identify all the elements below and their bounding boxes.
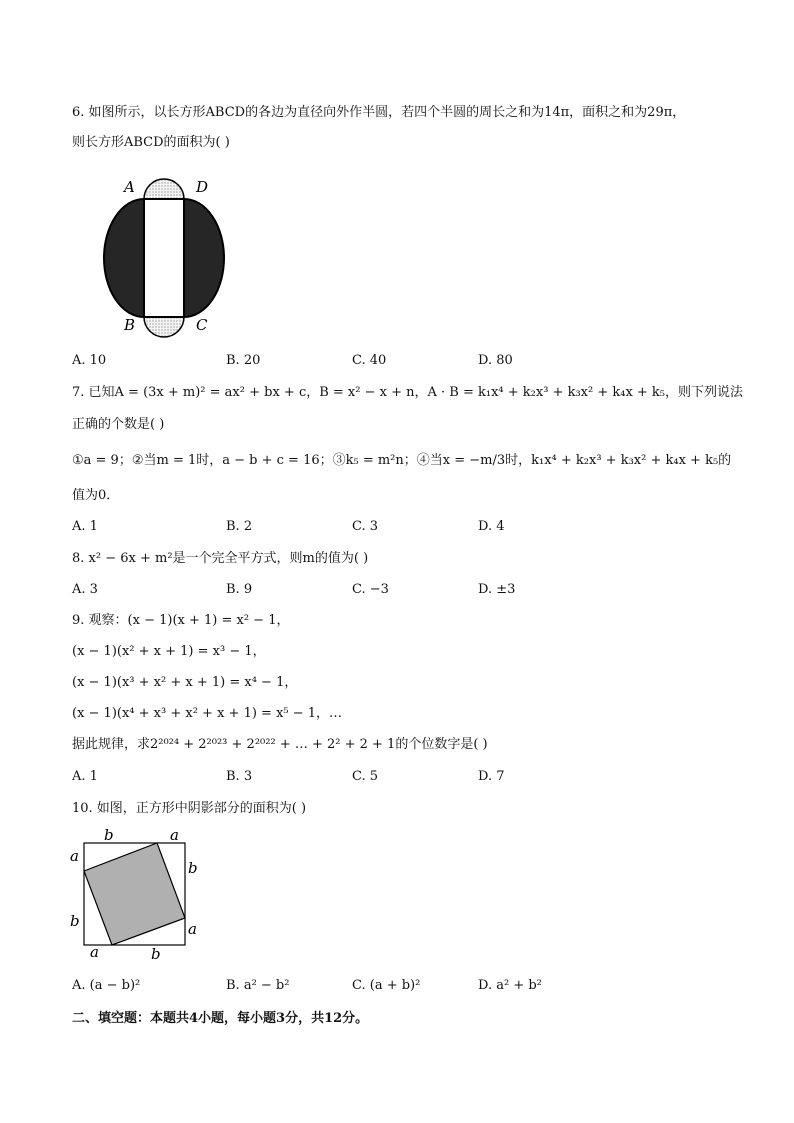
rectangle-abcd (144, 199, 184, 317)
label-b: B (124, 316, 136, 334)
shaded-square (84, 843, 185, 945)
q7-statements: ①a = 9；②当m = 1时，a − b + c = 16；③k₅ = m²n；④当x = −m/3时，k₁x⁴ + k₂x³ + k₃x² + k₄x + k₅的 (72, 453, 732, 468)
q6-option-b: B. 20 (226, 353, 261, 368)
label-right-b: b (188, 859, 198, 877)
q9-option-a: A. 1 (72, 769, 98, 784)
q8-option-b: B. 9 (226, 582, 253, 597)
label-bottom-a: a (90, 943, 99, 961)
q8-option-c: C. −3 (352, 582, 389, 597)
q6-stem-line2: 则长方形ABCD的面积为( ) (72, 135, 230, 150)
q10-option-a: A. (a − b)² (72, 978, 141, 993)
q10-option-d: D. a² + b² (478, 978, 542, 993)
q6-option-d: D. 80 (478, 353, 513, 368)
q10-option-c: C. (a + b)² (352, 978, 421, 993)
label-bottom-b: b (151, 945, 161, 963)
q9-stem-line3: (x − 1)(x³ + x² + x + 1) = x⁴ − 1， (72, 675, 298, 690)
bottom-semicircle (144, 317, 184, 337)
label-d: D (196, 178, 209, 196)
label-right-a: a (188, 920, 197, 938)
q9-option-d: D. 7 (478, 769, 505, 784)
label-a: A (124, 178, 135, 196)
right-semicircle (184, 199, 224, 317)
label-left-a: a (70, 847, 79, 865)
q10-option-b: B. a² − b² (226, 978, 290, 993)
q7-option-d: D. 4 (478, 519, 505, 534)
q9-stem-line2: (x − 1)(x² + x + 1) = x³ − 1， (72, 644, 266, 659)
label-c: C (196, 316, 208, 334)
q10-stem: 10. 如图，正方形中阴影部分的面积为( ) (72, 801, 307, 816)
q9-option-c: C. 5 (352, 769, 379, 784)
q7-option-a: A. 1 (72, 519, 98, 534)
q7-stem-line2: 正确的个数是( ) (72, 417, 165, 432)
q6-option-a: A. 10 (72, 353, 107, 368)
q9-stem-line1: 9. 观察：(x − 1)(x + 1) = x² − 1， (72, 613, 290, 628)
section2-heading: 二、填空题：本题共4小题，每小题3分，共12分。 (72, 1011, 369, 1026)
q7-stem-line1: 7. 已知A = (3x + m)² = ax² + bx + c，B = x² − x + n，A · B = k₁x⁴ + k₂x³ + k₃x² + k₄x + k₅，则下列说法 (72, 385, 744, 400)
q7-statements-end: 值为0． (72, 488, 120, 503)
q8-option-d: D. ±3 (478, 582, 516, 597)
q9-stem-line4: (x − 1)(x⁴ + x³ + x² + x + 1) = x⁵ − 1，… (72, 706, 343, 721)
label-left-b: b (70, 912, 80, 930)
q7-option-b: B. 2 (226, 519, 253, 534)
q7-option-c: C. 3 (352, 519, 379, 534)
q6-option-c: C. 40 (352, 353, 387, 368)
q8-option-a: A. 3 (72, 582, 98, 597)
label-top-b: b (104, 826, 114, 844)
left-semicircle (104, 199, 144, 317)
label-top-a: a (170, 826, 179, 844)
q9-stem-line5: 据此规律，求2²⁰²⁴ + 2²⁰²³ + 2²⁰²² + … + 2² + 2 + 1的个位数字是( ) (72, 737, 488, 752)
q8-stem: 8. x² − 6x + m²是一个完全平方式，则m的值为( ) (72, 551, 369, 566)
q9-option-b: B. 3 (226, 769, 253, 784)
q10-figure (66, 826, 206, 964)
top-semicircle (144, 179, 184, 199)
q6-figure (80, 170, 255, 340)
q6-stem-line1: 6. 如图所示，以长方形ABCD的各边为直径向外作半圆，若四个半圆的周长之和为14π，面积之和为29π， (72, 105, 686, 120)
